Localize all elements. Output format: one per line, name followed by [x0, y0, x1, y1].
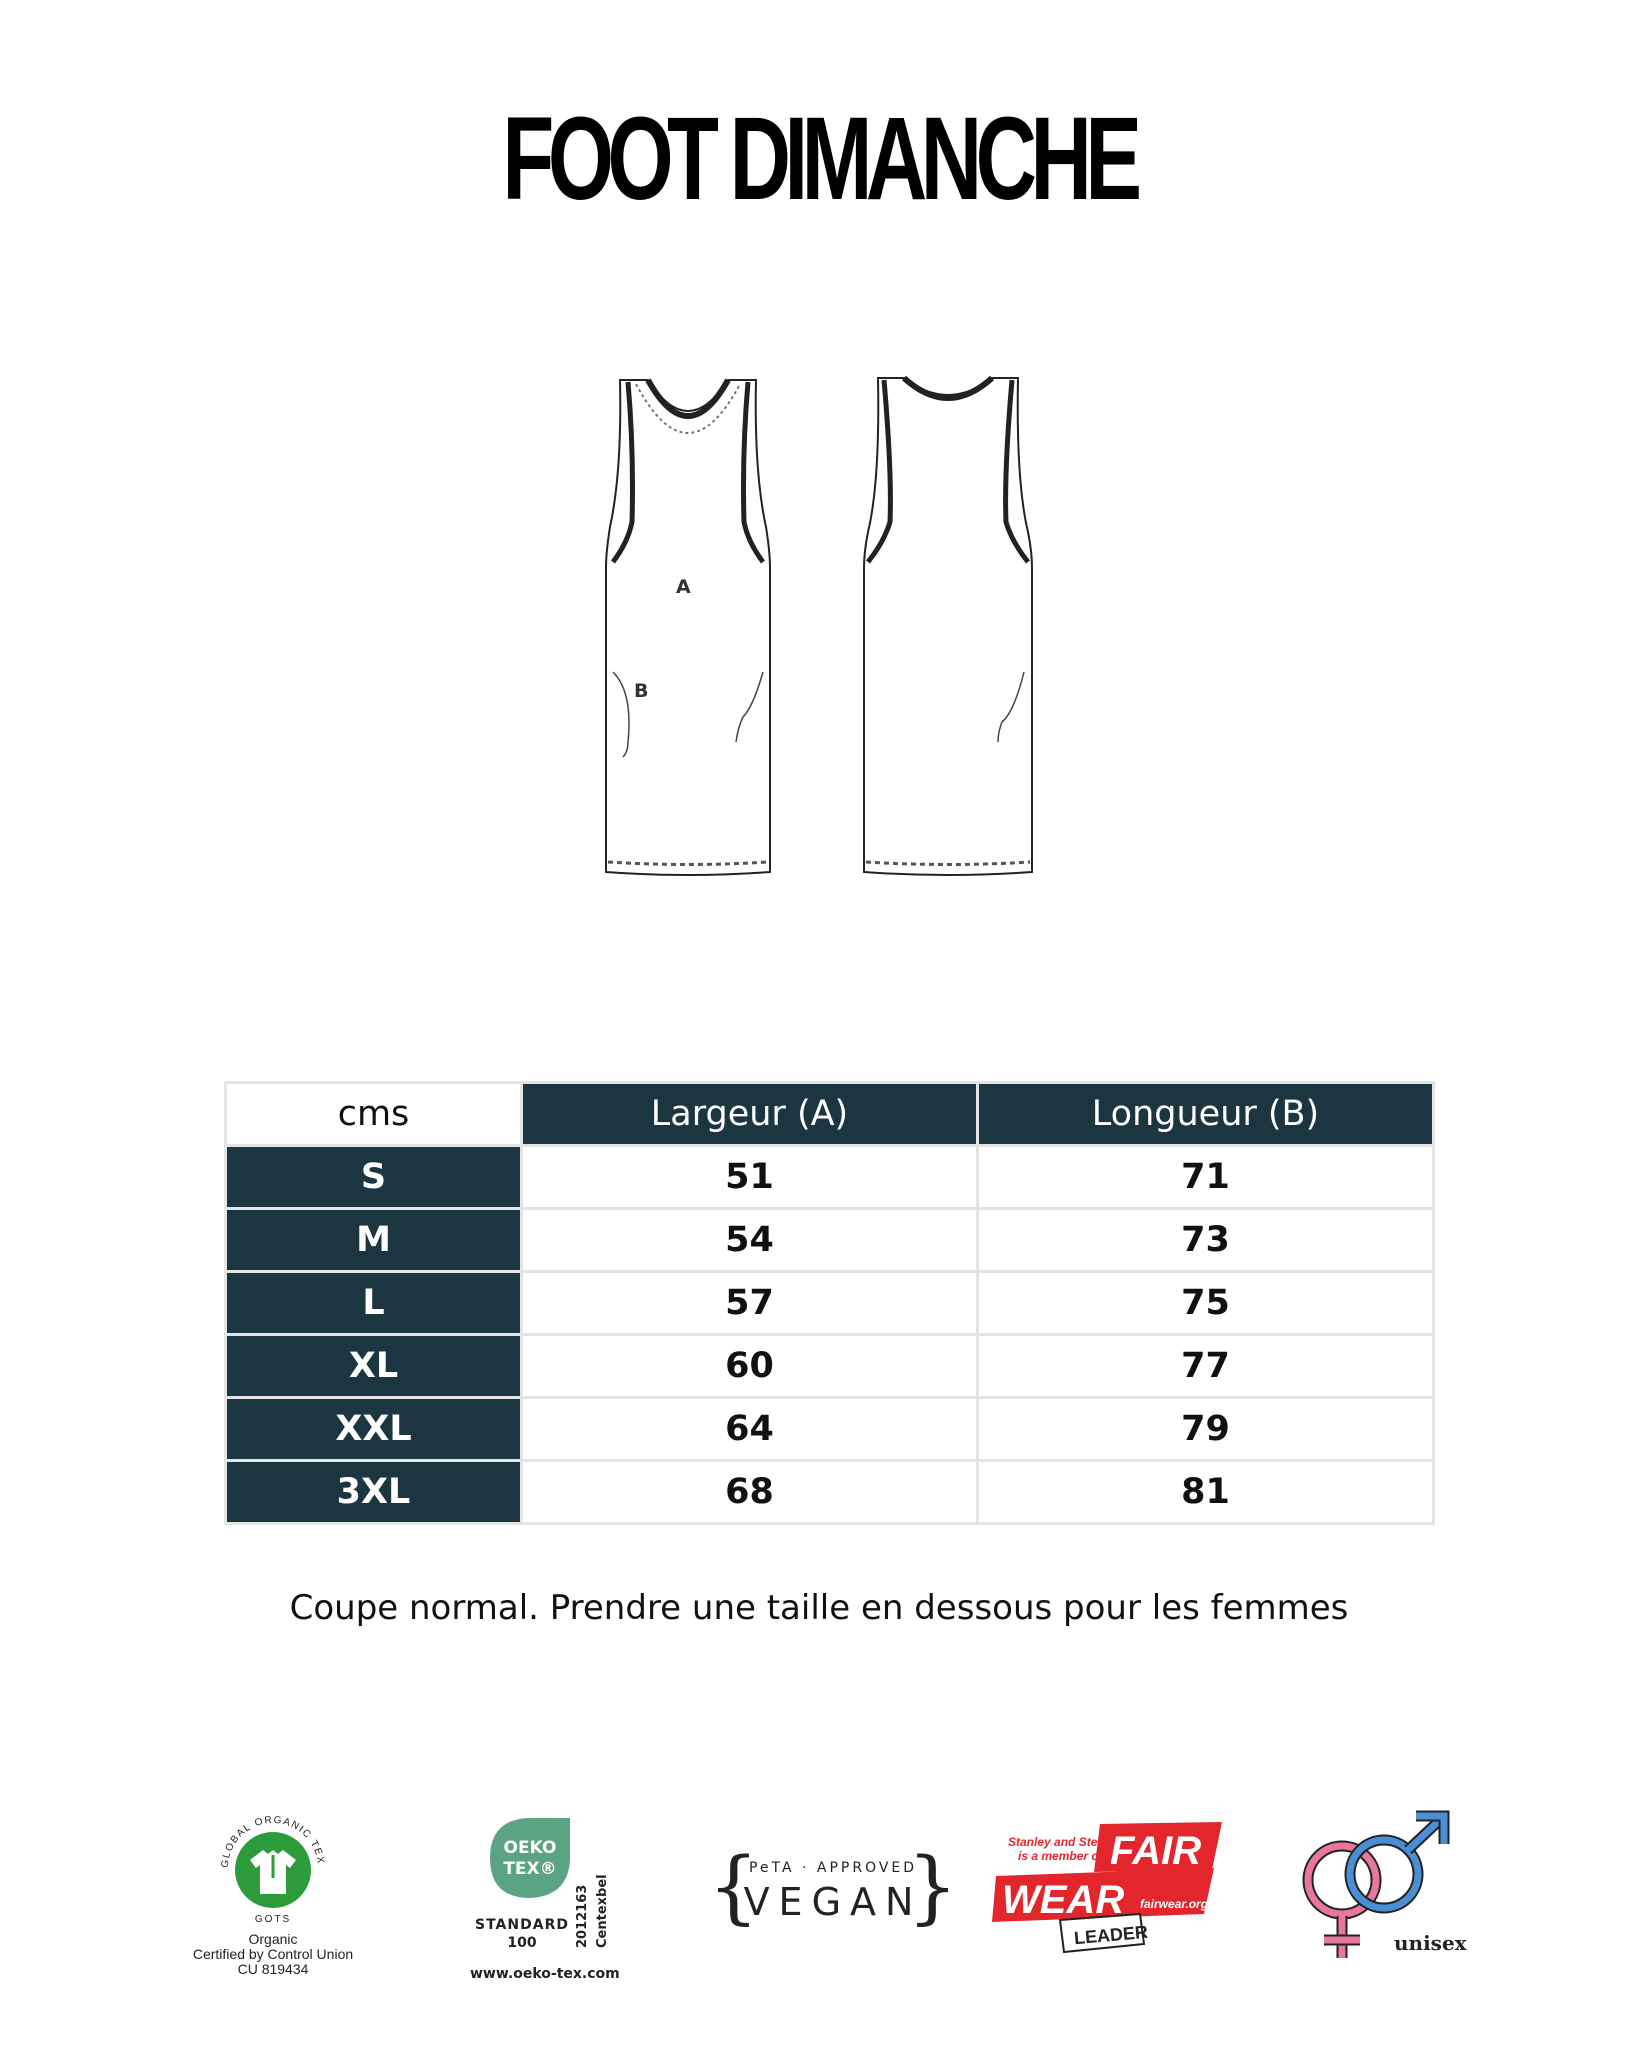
size-cell: XXL	[226, 1398, 522, 1461]
size-cell: S	[226, 1146, 522, 1209]
largeur-cell: 64	[522, 1398, 978, 1461]
longueur-cell: 71	[978, 1146, 1434, 1209]
table-row	[226, 1146, 1434, 1209]
longueur-cell: 73	[978, 1209, 1434, 1272]
oeko-line1: OEKO	[503, 1838, 557, 1858]
oeko-standard: STANDARD	[475, 1917, 569, 1933]
fw-wear: WEAR	[1002, 1878, 1125, 1922]
oeko-url: www.oeko-tex.com	[470, 1966, 620, 1982]
vegan-text: VEGAN	[743, 1880, 923, 1924]
gots-logo	[188, 1808, 358, 1977]
longueur-cell: 81	[978, 1461, 1434, 1524]
oeko-code: 2012163	[575, 1884, 590, 1948]
size-cell: L	[226, 1272, 522, 1335]
oeko-leaf-icon	[490, 1818, 570, 1898]
brand-title: FOOT DIMANCHE	[502, 93, 1136, 225]
fit-note: Coupe normal. Prendre une taille en dessous pour les femmes	[289, 1588, 1349, 1628]
column-header-longueur: Longueur (B)	[978, 1083, 1434, 1146]
table-row	[226, 1209, 1434, 1272]
table-row	[226, 1335, 1434, 1398]
gots-line2: Certified by Control Union	[192, 1946, 354, 1962]
column-header-largeur: Largeur (A)	[522, 1083, 978, 1146]
largeur-cell: 51	[522, 1146, 978, 1209]
label-b: B	[634, 680, 649, 702]
right-brace-icon: }	[907, 1840, 958, 1933]
size-cell: 3XL	[226, 1461, 522, 1524]
largeur-cell: 57	[522, 1272, 978, 1335]
peta-approved-text: PeTA · APPROVED	[748, 1860, 918, 1876]
size-cell: M	[226, 1209, 522, 1272]
unisex-logo	[1292, 1808, 1472, 1978]
size-table	[224, 1081, 1435, 1525]
table-corner-unit: cms	[226, 1083, 522, 1146]
longueur-cell: 79	[978, 1398, 1434, 1461]
longueur-cell: 77	[978, 1335, 1434, 1398]
fw-fair: FAIR	[1110, 1829, 1202, 1873]
largeur-cell: 68	[522, 1461, 978, 1524]
fw-member-line2: is a member of	[1018, 1849, 1103, 1863]
table-header-row	[226, 1083, 1434, 1146]
gots-ring-text: GLOBAL ORGANIC TEX	[219, 1814, 326, 1869]
fw-leader: LEADER	[1073, 1921, 1149, 1949]
table-row	[226, 1398, 1434, 1461]
peta-vegan-logo	[708, 1842, 958, 1942]
tank-back-drawing	[848, 372, 1048, 882]
gots-bottom-text: GOTS	[254, 1914, 292, 1925]
table-row	[226, 1461, 1434, 1524]
largeur-cell: 54	[522, 1209, 978, 1272]
fw-member-line1: Stanley and Stella	[1008, 1835, 1111, 1849]
tank-front-drawing	[588, 372, 788, 882]
label-a: A	[676, 576, 691, 598]
size-cell: XL	[226, 1335, 522, 1398]
fw-site: fairwear.org	[1140, 1897, 1209, 1911]
gots-line3: CU 819434	[237, 1961, 309, 1977]
longueur-cell: 75	[978, 1272, 1434, 1335]
oeko-line2: TEX®	[503, 1859, 557, 1879]
table-row	[226, 1272, 1434, 1335]
gots-shirt-icon	[188, 1808, 358, 1928]
unisex-label: unisex	[1394, 1931, 1467, 1955]
largeur-cell: 60	[522, 1335, 978, 1398]
left-brace-icon: {	[708, 1840, 759, 1933]
oeko-institute: Centexbel	[595, 1874, 610, 1948]
oeko-tex-logo	[470, 1808, 640, 1982]
fair-wear-logo	[990, 1818, 1230, 1968]
oeko-number: 100	[507, 1935, 537, 1951]
gots-line1: Organic	[248, 1931, 298, 1947]
